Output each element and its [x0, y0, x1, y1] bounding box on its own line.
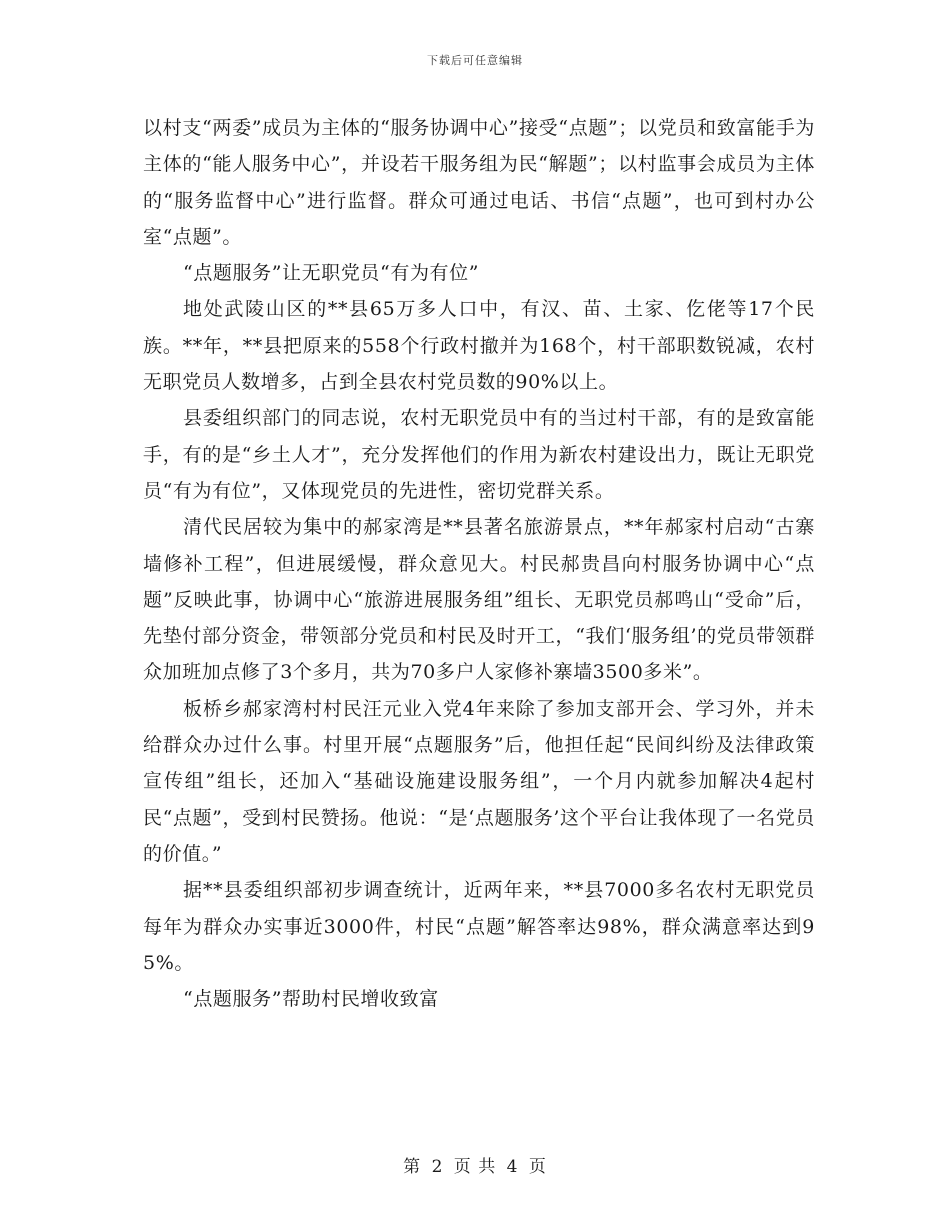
section-heading-1: “点题服务”让无职党员“有为有位”: [183, 262, 480, 285]
paragraph-6: 据**县委组织部初步调查统计，近两年来，**县7000多名农村无职党员每年为群众办实事近3000件，村民“点题”解答率达98%，群众满意率达到95%。: [143, 879, 815, 974]
paragraph-5: 板桥乡郝家湾村村民汪元业入党4年来除了参加支部开会、学习外，并未给群众办过什么事。村里开展“点题服务”后，他担任起“民间纠纷及法律政策宣传组”组长，还加入“基础设施建设服务组”，一个月内就参加解决4起村民“点题”，受到村民赞扬。他说：“是‘点题服务’这个平台让我体现了一名党员的价值。”: [143, 697, 815, 865]
paragraph-4: 清代民居较为集中的郝家湾是**县著名旅游景点，**年郝家村启动“古寨墙修补工程”，但进展缓慢，群众意见大。村民郝贵昌向村服务协调中心“点题”反映此事，协调中心“旅游进展服务组”组长、无职党员郝鸣山“受命”后，先垫付部分资金，带领部分党员和村民及时开工，“我们‘服务组’的党员带领群众加班加点修了3个多月，共为70多户人家修补寨墙3500多米”。: [143, 516, 815, 684]
page-footer: [0, 1152, 950, 1177]
current-page-number: 2: [431, 1157, 444, 1177]
paragraph-2: 地处武陵山区的**县65万多人口中，有汉、苗、土家、仡佬等17个民族。**年，**县把原来的558个行政村撤并为168个，村干部职数锐减，农村无职党员人数增多，占到全县农村党员数的90%以上。: [143, 298, 815, 394]
total-page-count: 4: [506, 1157, 519, 1177]
paragraph-3: 县委组织部门的同志说，农村无职党员中有的当过村干部，有的是致富能手，有的是“乡土人才”，充分发挥他们的作用为新农村建设出力，既让无职党员“有为有位”，又体现党员的先进性，密切党群关系。: [143, 407, 815, 502]
footer-suffix: 页: [528, 1157, 547, 1177]
section-heading-2: “点题服务”帮助村民增收致富: [183, 988, 439, 1011]
paragraph-1: 以村支“两委”成员为主体的“服务协调中心”接受“点题”；以党员和致富能手为主体的“能人服务中心”，并设若干服务组为民“解题”；以村监事会成员为主体的“服务监督中心”进行监督。群众可通过电话、书信“点题”，也可到村办公室“点题”。: [143, 117, 815, 248]
footer-prefix: 第: [403, 1157, 422, 1177]
footer-middle: 页 共: [453, 1157, 497, 1177]
document-body: [143, 110, 815, 1017]
page-header: 下载后可任意编辑: [427, 54, 523, 67]
